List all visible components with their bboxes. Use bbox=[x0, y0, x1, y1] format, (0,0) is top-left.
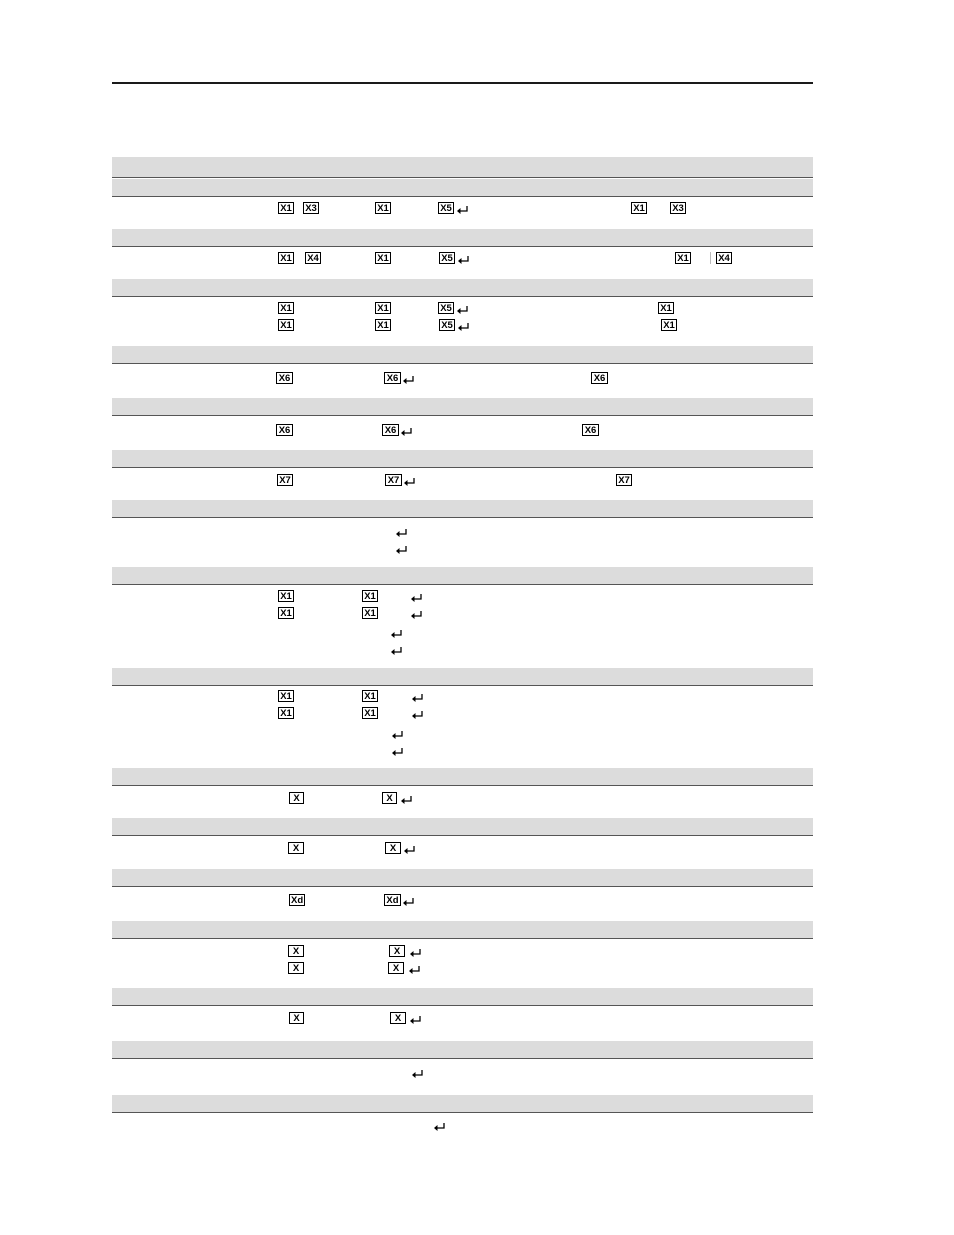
variable-box: X1 bbox=[675, 252, 691, 264]
variable-box: X bbox=[382, 792, 397, 804]
variable-box: X1 bbox=[278, 319, 294, 331]
enter-key-icon bbox=[433, 1122, 446, 1133]
variable-box: X bbox=[385, 842, 401, 854]
enter-key-icon bbox=[400, 795, 413, 806]
section-header-band bbox=[112, 229, 813, 246]
variable-box: X7 bbox=[616, 474, 632, 486]
section-header-band bbox=[112, 450, 813, 467]
enter-key-icon bbox=[410, 610, 423, 621]
variable-box: X7 bbox=[277, 474, 293, 486]
variable-box: Xd bbox=[291, 895, 304, 906]
section-rule bbox=[112, 517, 813, 518]
enter-key-icon bbox=[403, 845, 416, 856]
enter-key-icon bbox=[457, 322, 470, 333]
variable-box: X bbox=[388, 962, 404, 974]
variable-box: X1 bbox=[278, 252, 294, 264]
variable-box: X1 bbox=[278, 690, 294, 702]
variable-box: X5 bbox=[439, 252, 455, 264]
variable-box: X1 bbox=[375, 302, 391, 314]
variable-box: X5 bbox=[438, 202, 454, 214]
section-rule bbox=[112, 415, 813, 416]
variable-box: X bbox=[288, 945, 304, 957]
section-header-band bbox=[112, 668, 813, 685]
enter-key-icon bbox=[411, 693, 424, 704]
enter-key-icon bbox=[408, 965, 421, 976]
section-header-band bbox=[112, 346, 813, 363]
variable-box: X bbox=[288, 962, 304, 974]
variable-box: X6 bbox=[591, 372, 608, 384]
variable-box: X1 bbox=[375, 252, 391, 264]
variable-box: X4 bbox=[305, 252, 321, 264]
variable-box: X1 bbox=[278, 607, 294, 619]
variable-box: Xd bbox=[384, 894, 401, 906]
variable-box: X1 bbox=[362, 690, 378, 702]
section-rule bbox=[112, 246, 813, 247]
section-rule bbox=[112, 196, 813, 197]
variable-box: X bbox=[389, 945, 405, 957]
variable-box: X1 bbox=[658, 302, 674, 314]
variable-box: X1 bbox=[661, 319, 677, 331]
section-rule bbox=[112, 1058, 813, 1059]
section-header-band bbox=[112, 500, 813, 517]
variable-box: X1 bbox=[278, 202, 294, 214]
enter-key-icon bbox=[400, 427, 413, 438]
variable-box: X1 bbox=[362, 590, 378, 602]
enter-key-icon bbox=[402, 375, 415, 386]
section-rule bbox=[112, 1112, 813, 1113]
variable-box: X bbox=[390, 1012, 406, 1024]
enter-key-icon bbox=[411, 1069, 424, 1080]
variable-box: X6 bbox=[276, 424, 293, 436]
enter-key-icon bbox=[395, 528, 408, 539]
variable-box: X7 bbox=[385, 474, 402, 486]
variable-box: X6 bbox=[382, 424, 399, 436]
enter-key-icon bbox=[411, 710, 424, 721]
variable-box: X1 bbox=[631, 202, 647, 214]
variable-box: X1 bbox=[362, 607, 378, 619]
enter-key-icon bbox=[456, 305, 469, 316]
variable-box: X1 bbox=[362, 707, 378, 719]
section-header-band bbox=[112, 157, 813, 177]
enter-key-icon bbox=[410, 593, 423, 604]
enter-key-icon bbox=[402, 897, 415, 908]
variable-box: X1 bbox=[375, 319, 391, 331]
section-rule bbox=[112, 1005, 813, 1006]
section-header-band bbox=[112, 279, 813, 296]
variable-box: X bbox=[289, 792, 304, 804]
section-rule bbox=[112, 467, 813, 468]
section-header-band bbox=[112, 768, 813, 785]
section-rule bbox=[112, 886, 813, 887]
section-rule bbox=[112, 685, 813, 686]
enter-key-icon bbox=[391, 747, 404, 758]
enter-key-icon bbox=[390, 629, 403, 640]
enter-key-icon bbox=[409, 1015, 422, 1026]
variable-box: X5 bbox=[439, 319, 455, 331]
variable-box: X3 bbox=[303, 202, 319, 214]
variable-box: X1 bbox=[278, 302, 294, 314]
enter-key-icon bbox=[391, 730, 404, 741]
section-header-band bbox=[112, 398, 813, 415]
section-rule bbox=[112, 177, 813, 178]
enter-key-icon bbox=[390, 646, 403, 657]
section-header-band bbox=[112, 1041, 813, 1058]
section-header-band bbox=[112, 567, 813, 584]
variable-box: X6 bbox=[582, 424, 599, 436]
enter-key-icon bbox=[456, 205, 469, 216]
section-rule bbox=[112, 584, 813, 585]
section-rule bbox=[112, 296, 813, 297]
section-header-band bbox=[112, 179, 813, 196]
enter-key-icon bbox=[409, 948, 422, 959]
header-rule bbox=[112, 82, 813, 84]
variable-box: X6 bbox=[384, 372, 401, 384]
variable-box: X bbox=[289, 1012, 304, 1024]
variable-box: X1 bbox=[375, 202, 391, 214]
variable-box: X1 bbox=[278, 707, 294, 719]
section-rule bbox=[112, 785, 813, 786]
enter-key-icon bbox=[457, 255, 470, 266]
section-rule bbox=[112, 938, 813, 939]
enter-key-icon bbox=[395, 545, 408, 556]
variable-box: X5 bbox=[438, 302, 454, 314]
section-header-band bbox=[112, 988, 813, 1005]
section-header-band bbox=[112, 1095, 813, 1112]
variable-box: X1 bbox=[278, 590, 294, 602]
variable-box: X3 bbox=[670, 202, 686, 214]
section-rule bbox=[112, 835, 813, 836]
section-header-band bbox=[112, 921, 813, 938]
enter-key-icon bbox=[403, 477, 416, 488]
column-separator bbox=[710, 252, 711, 264]
section-header-band bbox=[112, 818, 813, 835]
variable-box: X bbox=[288, 842, 304, 854]
variable-box: X6 bbox=[276, 372, 293, 384]
section-rule bbox=[112, 363, 813, 364]
section-header-band bbox=[112, 869, 813, 886]
variable-box: X4 bbox=[716, 252, 732, 264]
